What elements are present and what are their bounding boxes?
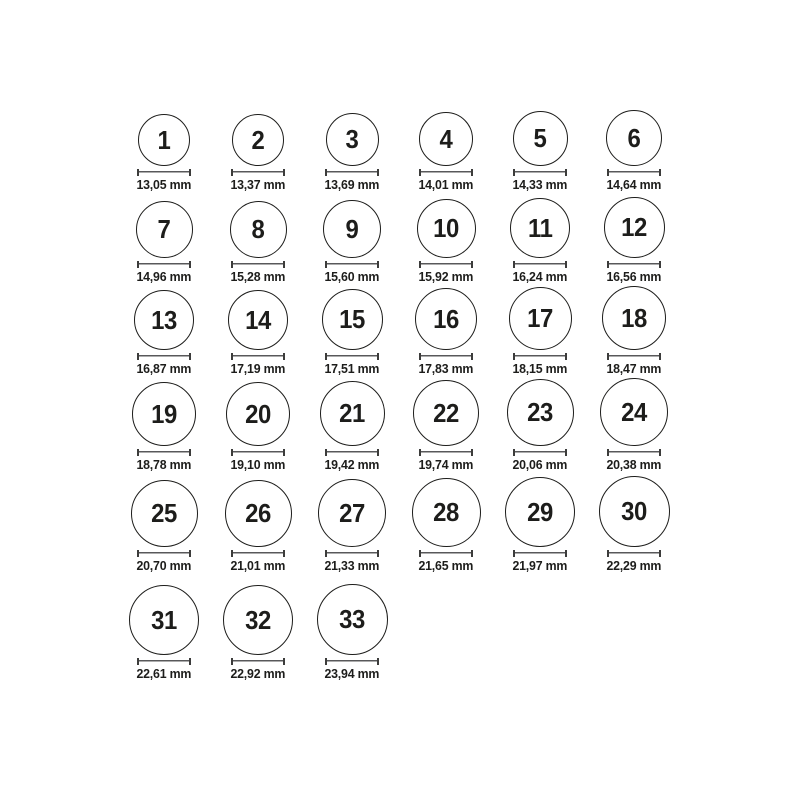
diameter-label: 18,78 mm xyxy=(136,456,192,472)
diameter-measure-line xyxy=(137,169,191,176)
ring-circle xyxy=(136,201,193,258)
ring-circle xyxy=(228,290,288,350)
ring-size-item xyxy=(211,382,305,472)
diameter-measure-line xyxy=(231,261,285,268)
diameter-label: 19,42 mm xyxy=(324,456,380,472)
ring-circle xyxy=(131,480,198,547)
diameter-measure-line xyxy=(513,550,567,557)
ring-size-item xyxy=(117,290,211,376)
ring-number: 15 xyxy=(339,304,365,335)
ring-size-item xyxy=(117,382,211,472)
diameter-measure-line xyxy=(325,550,379,557)
diameter-label: 14,64 mm xyxy=(606,176,662,192)
diameter-label: 20,38 mm xyxy=(606,456,662,472)
ring-circle xyxy=(318,479,386,547)
ring-circle xyxy=(417,199,476,258)
diameter-label: 16,56 mm xyxy=(606,268,662,284)
ring-size-item xyxy=(493,379,587,472)
diameter-label: 14,96 mm xyxy=(136,268,192,284)
diameter-measure-line xyxy=(419,449,473,456)
ring-circle xyxy=(223,585,293,655)
diameter-label: 21,97 mm xyxy=(512,557,568,573)
ring-number: 21 xyxy=(339,398,365,429)
ring-row xyxy=(117,573,681,681)
diameter-measure-line xyxy=(325,261,379,268)
diameter-measure-line xyxy=(607,353,661,360)
ring-number: 24 xyxy=(621,396,647,427)
ring-number: 25 xyxy=(151,498,177,529)
ring-size-item xyxy=(399,478,493,573)
diameter-measure-line xyxy=(137,550,191,557)
ring-number: 30 xyxy=(621,496,647,527)
diameter-measure-line xyxy=(137,353,191,360)
ring-number: 12 xyxy=(621,212,647,243)
diameter-label: 19,74 mm xyxy=(418,456,474,472)
diameter-label: 20,70 mm xyxy=(136,557,192,573)
diameter-measure-line xyxy=(419,550,473,557)
ring-number: 1 xyxy=(157,124,171,155)
ring-size-item xyxy=(211,585,305,681)
diameter-label: 15,28 mm xyxy=(230,268,286,284)
ring-number: 22 xyxy=(433,397,459,428)
ring-size-item xyxy=(211,480,305,573)
ring-circle xyxy=(599,476,670,547)
diameter-measure-line xyxy=(607,261,661,268)
ring-size-item xyxy=(305,381,399,472)
ring-size-item xyxy=(587,476,681,573)
ring-circle xyxy=(134,290,194,350)
ring-size-item xyxy=(493,287,587,376)
diameter-label: 17,83 mm xyxy=(418,360,474,376)
diameter-measure-line xyxy=(137,449,191,456)
diameter-measure-line xyxy=(231,658,285,665)
diameter-measure-line xyxy=(325,353,379,360)
ring-row xyxy=(117,376,681,472)
ring-size-item xyxy=(399,199,493,284)
diameter-measure-line xyxy=(325,169,379,176)
ring-size-item xyxy=(211,114,305,192)
diameter-label: 18,15 mm xyxy=(512,360,568,376)
ring-circle xyxy=(413,380,479,446)
ring-circle xyxy=(226,382,290,446)
ring-number: 8 xyxy=(251,214,265,245)
ring-circle xyxy=(606,110,662,166)
diameter-label: 14,01 mm xyxy=(418,176,474,192)
ring-number: 13 xyxy=(151,304,177,335)
diameter-measure-line xyxy=(137,261,191,268)
diameter-label: 17,51 mm xyxy=(324,360,380,376)
ring-size-item xyxy=(399,380,493,472)
ring-size-item xyxy=(305,200,399,284)
ring-circle xyxy=(317,584,388,655)
ring-number: 11 xyxy=(527,212,553,243)
ring-size-item xyxy=(305,289,399,376)
ring-number: 17 xyxy=(527,303,553,334)
ring-circle xyxy=(230,201,287,258)
ring-size-item xyxy=(587,286,681,376)
ring-size-item xyxy=(117,480,211,573)
ring-number: 27 xyxy=(339,497,365,528)
ring-circle xyxy=(129,585,199,655)
ring-size-item xyxy=(211,290,305,376)
ring-size-grid xyxy=(117,110,681,681)
ring-number: 5 xyxy=(533,123,547,154)
ring-number: 32 xyxy=(245,604,271,635)
ring-size-item xyxy=(117,201,211,284)
ring-circle xyxy=(604,197,665,258)
diameter-label: 21,33 mm xyxy=(324,557,380,573)
diameter-label: 13,69 mm xyxy=(324,176,380,192)
ring-number: 18 xyxy=(621,302,647,333)
ring-number: 7 xyxy=(157,214,171,245)
ring-row xyxy=(117,110,681,192)
ring-number: 9 xyxy=(345,213,359,244)
ring-size-item xyxy=(493,111,587,192)
diameter-label: 22,61 mm xyxy=(136,665,192,681)
ring-size-item xyxy=(305,113,399,192)
ring-size-item xyxy=(399,288,493,376)
ring-number: 20 xyxy=(245,398,271,429)
ring-circle xyxy=(507,379,574,446)
diameter-measure-line xyxy=(513,169,567,176)
ring-circle xyxy=(600,378,668,446)
ring-circle xyxy=(132,382,196,446)
ring-size-item xyxy=(117,114,211,192)
ring-circle xyxy=(415,288,477,350)
diameter-label: 22,29 mm xyxy=(606,557,662,573)
ring-number: 28 xyxy=(433,497,459,528)
diameter-label: 18,47 mm xyxy=(606,360,662,376)
ring-number: 10 xyxy=(433,213,459,244)
ring-number: 3 xyxy=(345,124,359,155)
ring-circle xyxy=(326,113,379,166)
diameter-label: 14,33 mm xyxy=(512,176,568,192)
ring-row xyxy=(117,472,681,573)
ring-size-item xyxy=(305,584,399,681)
diameter-label: 13,37 mm xyxy=(230,176,286,192)
diameter-measure-line xyxy=(513,449,567,456)
diameter-measure-line xyxy=(607,449,661,456)
diameter-measure-line xyxy=(231,353,285,360)
ring-circle xyxy=(509,287,572,350)
ring-circle xyxy=(322,289,383,350)
ring-number: 16 xyxy=(433,303,459,334)
diameter-label: 21,65 mm xyxy=(418,557,474,573)
ring-row xyxy=(117,284,681,376)
ring-circle xyxy=(513,111,568,166)
ring-size-item xyxy=(493,198,587,284)
ring-circle xyxy=(323,200,381,258)
diameter-measure-line xyxy=(513,353,567,360)
diameter-measure-line xyxy=(607,169,661,176)
diameter-measure-line xyxy=(137,658,191,665)
diameter-label: 15,92 mm xyxy=(418,268,474,284)
ring-circle xyxy=(412,478,481,547)
ring-size-item xyxy=(117,585,211,681)
diameter-label: 22,92 mm xyxy=(230,665,286,681)
ring-size-item xyxy=(587,378,681,472)
ring-circle xyxy=(602,286,666,350)
ring-number: 26 xyxy=(245,498,271,529)
ring-size-item xyxy=(587,110,681,192)
diameter-label: 16,87 mm xyxy=(136,360,192,376)
diameter-measure-line xyxy=(419,261,473,268)
ring-number: 31 xyxy=(151,604,177,635)
ring-number: 2 xyxy=(251,124,265,155)
diameter-measure-line xyxy=(419,169,473,176)
ring-circle xyxy=(419,112,473,166)
diameter-label: 17,19 mm xyxy=(230,360,286,376)
ring-number: 4 xyxy=(439,123,453,154)
ring-size-item xyxy=(493,477,587,573)
ring-size-item xyxy=(587,197,681,284)
ring-row xyxy=(117,192,681,284)
diameter-label: 20,06 mm xyxy=(512,456,568,472)
diameter-measure-line xyxy=(513,261,567,268)
ring-circle xyxy=(138,114,190,166)
ring-size-item xyxy=(305,479,399,573)
ring-circle xyxy=(232,114,284,166)
diameter-label: 16,24 mm xyxy=(512,268,568,284)
diameter-measure-line xyxy=(419,353,473,360)
diameter-label: 21,01 mm xyxy=(230,557,286,573)
ring-number: 19 xyxy=(151,398,177,429)
diameter-measure-line xyxy=(325,449,379,456)
ring-size-item xyxy=(211,201,305,284)
diameter-label: 19,10 mm xyxy=(230,456,286,472)
ring-size-item xyxy=(399,112,493,192)
diameter-label: 15,60 mm xyxy=(324,268,380,284)
ring-circle xyxy=(510,198,570,258)
diameter-measure-line xyxy=(231,550,285,557)
diameter-measure-line xyxy=(325,658,379,665)
ring-circle xyxy=(505,477,575,547)
ring-circle xyxy=(225,480,292,547)
ring-number: 6 xyxy=(627,122,641,153)
diameter-label: 23,94 mm xyxy=(324,665,380,681)
diameter-measure-line xyxy=(607,550,661,557)
diameter-label: 13,05 mm xyxy=(136,176,192,192)
ring-number: 33 xyxy=(339,604,365,635)
ring-number: 29 xyxy=(527,496,553,527)
ring-circle xyxy=(320,381,385,446)
diameter-measure-line xyxy=(231,449,285,456)
ring-number: 14 xyxy=(245,304,271,335)
diameter-measure-line xyxy=(231,169,285,176)
ring-number: 23 xyxy=(527,397,553,428)
